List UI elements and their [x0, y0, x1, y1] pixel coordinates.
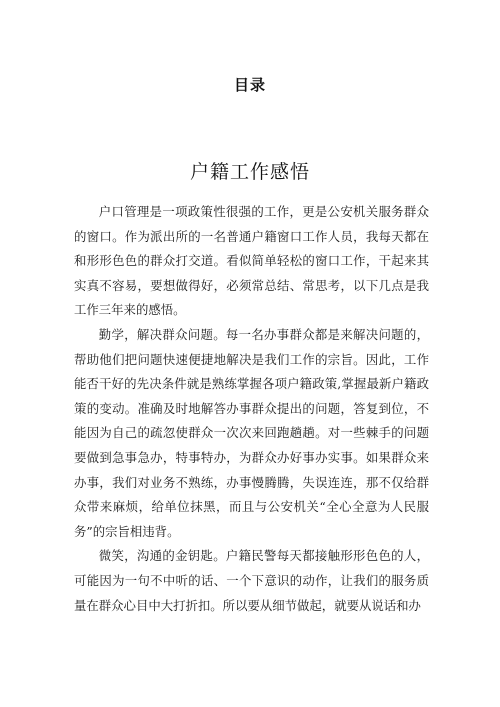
toc-heading: 目录	[233, 76, 266, 94]
paragraph-intro: 户口管理是一项政策性很强的工作，更是公安机关服务群众的窗口。作为派出所的一名普通户籍窗口工作人员，我每天都在和形形色色的群众打交道。看似简单轻松的窗口工作，干起来其实真不容易，要想做得好，必须常总结、常思考，以下几点是我工作三年来的感悟。	[74, 204, 429, 318]
paragraph-study: 勤学，解决群众问题。每一名办事群众都是来解决问题的，帮助他们把问题快速便捷地解决是我们工作的宗旨。因此，工作能否干好的先决条件就是熟练掌握各项户籍政策,掌握最新户籍政策的变动。准确及时地解答办事群众提出的问题，答复到位，不能因为自己的疏忽使群众一次次来回跑趟趟。对一些棘手的问题要做到急事急办，特事特办，为群众办好事办实事。如果群众来办事，我们对业务不熟练，办事慢腾腾，失误连连，那不仅给群众带来麻烦，给单位抹黑，而且与公安机关“全心全意为人民服务”的宗旨相违背。	[74, 326, 429, 539]
paragraph-smile: 微笑，沟通的金钥匙。户籍民警每天都接触形形色色的人，可能因为一句不中听的话、一个下意识的动作，让我们的服务质量在群众心目中大打折扣。所以要从细节做起，就要从说话和办	[74, 548, 429, 613]
document-body	[74, 200, 429, 618]
document-title: 户籍工作感悟	[189, 161, 310, 183]
